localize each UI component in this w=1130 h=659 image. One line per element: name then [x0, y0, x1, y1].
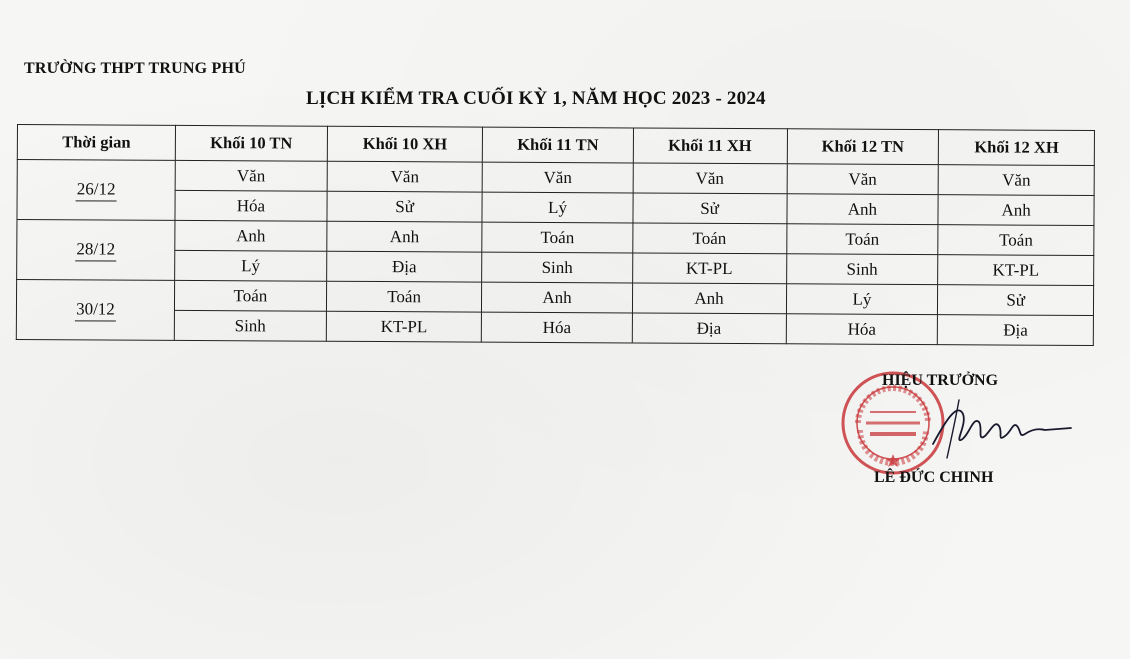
- principal-name: LÊ ĐỨC CHINH: [874, 469, 994, 486]
- subject-cell: Văn: [175, 160, 327, 191]
- subject-cell: Sinh: [174, 310, 326, 341]
- date-label: 30/12: [75, 299, 116, 321]
- date-cell: [17, 160, 175, 221]
- header-grade-10-xh: Khối 10 XH: [327, 126, 483, 162]
- subject-cell: Sinh: [482, 252, 632, 283]
- date-label: 28/12: [75, 239, 116, 261]
- subject-cell: Sử: [327, 191, 483, 222]
- subject-cell: Địa: [938, 315, 1094, 346]
- table-header-row: [17, 125, 1094, 166]
- subject-cell: Anh: [327, 221, 483, 252]
- signature-block: [860, 370, 1040, 500]
- header-time: Thời gian: [17, 125, 175, 161]
- subject-cell: Hóa: [175, 190, 327, 221]
- header-grade-12-xh: Khối 12 XH: [939, 130, 1095, 166]
- subject-cell: Anh: [632, 283, 786, 314]
- subject-cell: Toán: [632, 223, 786, 254]
- subject-cell: Văn: [483, 162, 633, 193]
- subject-cell: Địa: [326, 251, 482, 282]
- subject-cell: Lý: [482, 192, 632, 223]
- document-title: LỊCH KIỂM TRA CUỐI KỲ 1, NĂM HỌC 2023 - 2024: [306, 88, 766, 109]
- subject-cell: Toán: [482, 222, 632, 253]
- subject-cell: Hóa: [786, 314, 938, 345]
- subject-cell: Văn: [327, 161, 483, 192]
- subject-cell: Sử: [938, 285, 1094, 316]
- date-cell: [16, 280, 174, 341]
- principal-title: HIỆU TRƯỞNG: [882, 372, 999, 389]
- school-name: TRƯỜNG THPT TRUNG PHÚ: [24, 60, 246, 77]
- subject-cell: Toán: [326, 281, 482, 312]
- subject-cell: Hóa: [482, 312, 632, 343]
- subject-cell: Lý: [786, 284, 938, 315]
- subject-cell: Văn: [633, 163, 787, 194]
- header-grade-11-tn: Khối 11 TN: [483, 127, 633, 163]
- subject-cell: Văn: [787, 164, 939, 195]
- subject-cell: Văn: [938, 165, 1094, 196]
- subject-cell: KT-PL: [938, 255, 1094, 286]
- subject-cell: KT-PL: [632, 253, 786, 284]
- subject-cell: Anh: [175, 220, 327, 251]
- subject-cell: Toán: [938, 225, 1094, 256]
- subject-cell: Anh: [482, 282, 632, 313]
- subject-cell: Anh: [938, 195, 1094, 226]
- subject-cell: Toán: [786, 224, 938, 255]
- date-label: 26/12: [76, 179, 117, 201]
- exam-schedule-table: [16, 124, 1095, 346]
- table-row: [16, 309, 1093, 345]
- header-grade-12-tn: Khối 12 TN: [787, 129, 939, 165]
- header-grade-11-xh: Khối 11 XH: [633, 128, 787, 164]
- subject-cell: Toán: [174, 280, 326, 311]
- subject-cell: Địa: [632, 313, 786, 344]
- subject-cell: Lý: [175, 250, 327, 281]
- header-grade-10-tn: Khối 10 TN: [175, 125, 327, 161]
- subject-cell: Sinh: [786, 254, 938, 285]
- date-cell: [17, 220, 175, 281]
- subject-cell: Anh: [786, 194, 938, 225]
- subject-cell: Sử: [633, 193, 787, 224]
- subject-cell: KT-PL: [326, 311, 482, 342]
